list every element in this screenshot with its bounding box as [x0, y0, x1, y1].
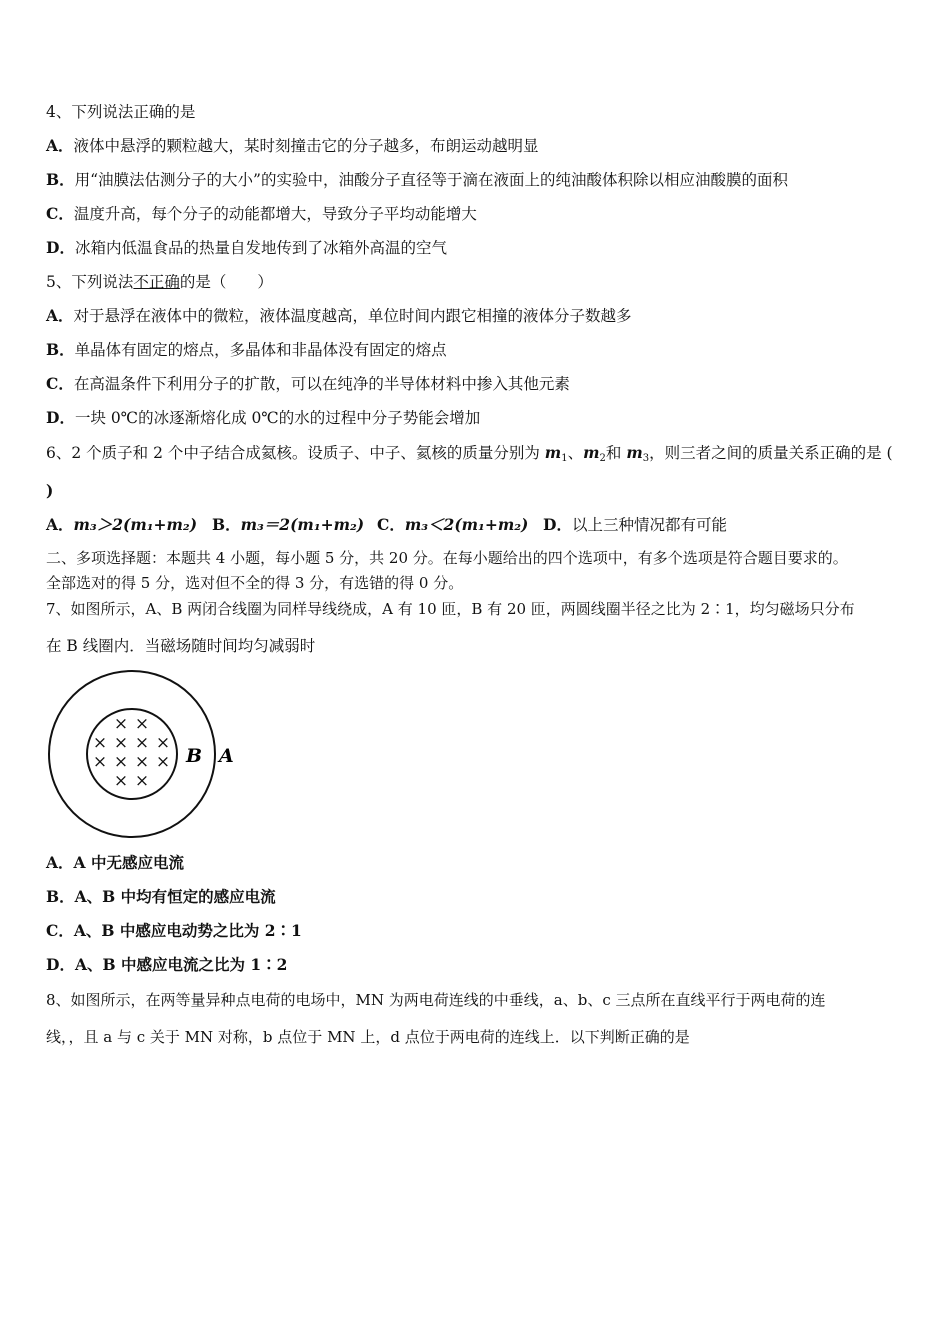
option-letter: A． — [46, 515, 74, 534]
field-cross-icon: × — [113, 733, 129, 753]
q6-m2: m — [583, 443, 600, 462]
option-text: 单晶体有固定的熔点，多晶体和非晶体没有固定的熔点 — [74, 341, 447, 359]
field-cross-icon: × — [113, 771, 129, 791]
q8-line2: 线，，且 a 与 c 关于 MN 对称，b 点位于 MN 上，d 点位于两电荷的连线上．以下判断正确的是 — [46, 1028, 690, 1046]
q7-option-b — [46, 887, 276, 907]
option-text: 对于悬浮在液体中的微粒，液体温度越高，单位时间内跟它相撞的液体分子数越多 — [73, 307, 632, 325]
q6-m2-sub: 2 — [599, 453, 606, 464]
label-b: B — [186, 745, 203, 767]
field-cross-icon: × — [134, 714, 150, 734]
q5-stem-a: 5、下列说法 — [46, 273, 134, 291]
q4-option-d — [46, 238, 447, 258]
q6-stem — [46, 443, 893, 469]
option-text: m₃＜2(m₁+m₂) — [404, 515, 529, 534]
option-letter: B． — [46, 887, 75, 906]
q7-line2: 在 B 线圈内．当磁场随时间均匀减弱时 — [46, 637, 316, 655]
q8-line1: 8、如图所示，在两等量异种点电荷的电场中，MN 为两电荷连线的中垂线，a、b、c 三点所在直线平行于两电荷的连 — [46, 991, 826, 1009]
section2-line2: 全部选对的得 5 分，选对但不全的得 3 分，有选错的得 0 分。 — [46, 574, 464, 592]
q7-line1: 7、如图所示，A、B 两闭合线圈为同样导线绕成，A 有 10 匝，B 有 20 匝，两圆线圈半径之比为 2∶1，均匀磁场只分布 — [46, 600, 855, 618]
field-cross-icon: × — [113, 714, 129, 734]
option-letter: D． — [46, 408, 75, 427]
option-text: 冰箱内低温食品的热量自发地传到了冰箱外高温的空气 — [74, 239, 447, 257]
option-letter: B． — [46, 170, 75, 189]
option-letter: A． — [46, 306, 74, 325]
q7-option-a — [46, 853, 184, 873]
option-text: 一块 0℃的冰逐渐熔化成 0℃的水的过程中分子势能会增加 — [74, 409, 481, 427]
q6-m3-sub: 3 — [642, 453, 650, 464]
option-letter: D． — [46, 238, 75, 257]
q6-stem-close: ) — [46, 481, 54, 500]
q4-option-c — [46, 204, 477, 224]
q6-option-b — [212, 515, 364, 535]
option-letter: C． — [46, 204, 74, 223]
option-text: m₃＝2(m₁+m₂) — [240, 515, 365, 534]
q7-option-d — [46, 955, 287, 975]
option-text: A、B 中均有恒定的感应电流 — [74, 887, 276, 906]
q5-option-c — [46, 374, 570, 394]
option-text: A、B 中感应电流之比为 1∶2 — [74, 955, 288, 974]
field-cross-icon: × — [92, 752, 108, 772]
option-letter: B． — [46, 340, 75, 359]
field-cross-icon: × — [134, 752, 150, 772]
option-text: 用“油膜法估测分子的大小”的实验中，油酸分子直径等于滴在液面上的纯油酸体积除以相应油酸膜的面积 — [74, 171, 788, 189]
q4-option-a — [46, 136, 539, 156]
q6-option-c — [377, 515, 528, 535]
field-cross-icon: × — [155, 733, 171, 753]
q6-option-a — [46, 515, 197, 535]
q7-figure — [40, 664, 260, 844]
magnetic-field-crosses — [93, 714, 170, 791]
option-letter: C． — [46, 921, 74, 940]
q6-sep: 、 — [567, 444, 584, 462]
option-text: 温度升高，每个分子的动能都增大，导致分子平均动能增大 — [73, 205, 477, 223]
option-text: 在高温条件下利用分子的扩散，可以在纯净的半导体材料中掺入其他元素 — [73, 375, 570, 393]
q5-option-d — [46, 408, 480, 428]
q4-option-b — [46, 170, 788, 190]
q5-option-a — [46, 306, 632, 326]
option-letter: A． — [46, 853, 74, 872]
field-cross-icon: × — [134, 771, 150, 791]
q6-m1: m — [544, 443, 562, 462]
option-text: 液体中悬浮的颗粒越大，某时刻撞击它的分子越多，布朗运动越明显 — [73, 137, 539, 155]
option-text: A、B 中感应电动势之比为 2∶1 — [73, 921, 302, 940]
option-letter: B． — [212, 515, 241, 534]
option-text: 以上三种情况都有可能 — [571, 516, 727, 534]
q6-option-d — [543, 515, 727, 535]
option-text: A 中无感应电流 — [73, 853, 184, 872]
q5-stem-b: 的是（ ） — [179, 273, 273, 291]
field-cross-icon: × — [113, 752, 129, 772]
q4-stem: 4、下列说法正确的是 — [46, 103, 196, 121]
option-text: m₃＞2(m₁+m₂) — [73, 515, 198, 534]
field-cross-icon: × — [92, 733, 108, 753]
q6-stem-b: ，则三者之间的质量关系正确的是 ( — [649, 444, 893, 462]
option-letter: D． — [46, 955, 75, 974]
q6-m3: m — [626, 443, 643, 462]
field-cross-icon: × — [134, 733, 150, 753]
section2-line1: 二、多项选择题：本题共 4 小题，每小题 5 分，共 20 分。在每小题给出的四个选项中，有多个选项是符合题目要求的。 — [46, 549, 848, 567]
q6-and: 和 — [605, 444, 627, 462]
option-letter: C． — [377, 515, 405, 534]
q6-stem-a: 6、2 个质子和 2 个中子结合成氦核。设质子、中子、氦核的质量分别为 — [46, 444, 545, 462]
label-a: A — [219, 745, 234, 767]
field-cross-icon: × — [155, 752, 171, 772]
option-letter: C． — [46, 374, 74, 393]
option-letter: A． — [46, 136, 74, 155]
q5-option-b — [46, 340, 447, 360]
q7-option-c — [46, 921, 302, 941]
q6-m1-sub: 1 — [561, 453, 568, 464]
option-letter: D． — [543, 515, 572, 534]
q5-stem-underline: 不正确 — [133, 273, 180, 291]
q5-stem — [46, 272, 273, 292]
